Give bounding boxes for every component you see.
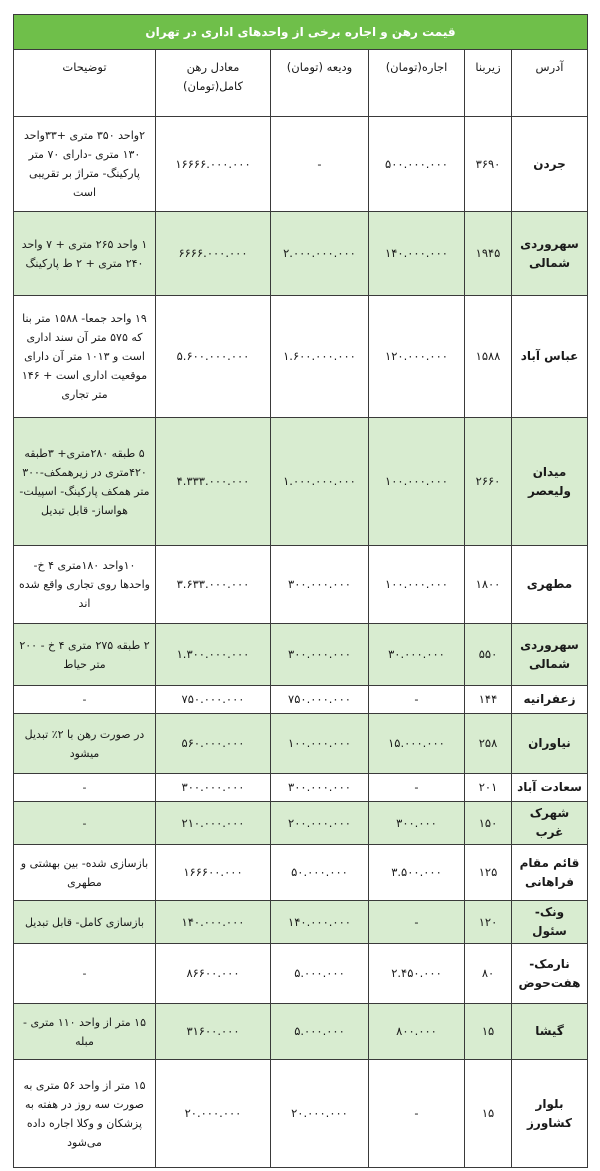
rent-cell: ۱۴۰.۰۰۰.۰۰۰: [369, 212, 465, 296]
area-cell: ۱۵: [465, 1060, 512, 1168]
header-address: آدرس: [512, 50, 588, 117]
table-row: [14, 1004, 588, 1060]
address-cell: سهروردی شمالی: [512, 212, 588, 296]
header-equivalent: معادل رهن کامل(تومان): [156, 50, 271, 117]
notes-cell: ۲ طبقه ۲۷۵ متری ۴ خ - ۲۰۰ متر حیاط: [14, 624, 156, 686]
address-cell: سعادت آباد: [512, 774, 588, 802]
table-row: [14, 1060, 588, 1168]
area-cell: ۲۵۸: [465, 714, 512, 774]
notes-cell: ۱۹ واحد جمعا- ۱۵۸۸ متر بنا که ۵۷۵ متر آن سند اداری است و ۱۰۱۳ متر آن دارای موقعیت اداری است + ۱۴۶ متر تجاری: [14, 296, 156, 418]
header-rent: اجاره(تومان): [369, 50, 465, 117]
equivalent-cell: ۳۱۶۰۰.۰۰۰: [156, 1004, 271, 1060]
address-cell: بلوار کشاورز: [512, 1060, 588, 1168]
header-row: [14, 50, 588, 117]
area-cell: ۱۲۵: [465, 845, 512, 901]
deposit-cell: -: [271, 117, 369, 212]
table-row: [14, 418, 588, 546]
rent-cell: -: [369, 1060, 465, 1168]
equivalent-cell: ۵۶۰.۰۰۰.۰۰۰: [156, 714, 271, 774]
rent-cell: ۵۰۰.۰۰۰.۰۰۰: [369, 117, 465, 212]
address-cell: شهرک غرب: [512, 802, 588, 845]
table-row: [14, 714, 588, 774]
notes-cell: در صورت رهن با ۲٪ تبدیل میشود: [14, 714, 156, 774]
header-area: زیربنا: [465, 50, 512, 117]
rent-cell: ۲.۴۵۰.۰۰۰: [369, 944, 465, 1004]
area-cell: ۱۵۸۸: [465, 296, 512, 418]
equivalent-cell: ۸۶۶۰۰.۰۰۰: [156, 944, 271, 1004]
area-cell: ۲۰۱: [465, 774, 512, 802]
deposit-cell: ۲.۰۰۰.۰۰۰.۰۰۰: [271, 212, 369, 296]
deposit-cell: ۵.۰۰۰.۰۰۰: [271, 1004, 369, 1060]
notes-cell: ۲واحد ۳۵۰ متری +۳۳واحد ۱۳۰ متری -دارای ۷۰ متر پارکینگ- متراژ بر تقریبی است: [14, 117, 156, 212]
table-row: [14, 624, 588, 686]
deposit-cell: ۲۰.۰۰۰.۰۰۰: [271, 1060, 369, 1168]
table-row: [14, 686, 588, 714]
equivalent-cell: ۳۰۰.۰۰۰.۰۰۰: [156, 774, 271, 802]
area-cell: ۵۵۰: [465, 624, 512, 686]
address-cell: عباس آباد: [512, 296, 588, 418]
header-notes: توضیحات: [14, 50, 156, 117]
equivalent-cell: ۲۰.۰۰۰.۰۰۰: [156, 1060, 271, 1168]
price-table-container: [13, 14, 587, 1168]
rent-cell: ۱۰۰.۰۰۰.۰۰۰: [369, 418, 465, 546]
rent-cell: ۱۵.۰۰۰.۰۰۰: [369, 714, 465, 774]
rent-cell: -: [369, 901, 465, 944]
rent-cell: ۳۰.۰۰۰.۰۰۰: [369, 624, 465, 686]
notes-cell: بازسازی کامل- قابل تبدیل: [14, 901, 156, 944]
address-cell: قائم مقام فراهانی: [512, 845, 588, 901]
equivalent-cell: ۲۱۰.۰۰۰.۰۰۰: [156, 802, 271, 845]
rent-cell: ۳۰۰.۰۰۰: [369, 802, 465, 845]
table-row: [14, 901, 588, 944]
area-cell: ۱۵: [465, 1004, 512, 1060]
deposit-cell: ۱۰۰.۰۰۰.۰۰۰: [271, 714, 369, 774]
address-cell: جردن: [512, 117, 588, 212]
address-cell: سهروردی شمالی: [512, 624, 588, 686]
address-cell: گیشا: [512, 1004, 588, 1060]
address-cell: ونک- سئول: [512, 901, 588, 944]
rent-cell: -: [369, 686, 465, 714]
deposit-cell: ۳۰۰.۰۰۰.۰۰۰: [271, 624, 369, 686]
equivalent-cell: ۱۴۰.۰۰۰.۰۰۰: [156, 901, 271, 944]
rent-cell: ۱۲۰.۰۰۰.۰۰۰: [369, 296, 465, 418]
notes-cell: ۱ واحد ۲۶۵ متری + ۷ واحد ۲۴۰ متری + ۲ ط پارکینگ: [14, 212, 156, 296]
address-cell: میدان ولیعصر: [512, 418, 588, 546]
address-cell: نارمک- هفت‌حوض: [512, 944, 588, 1004]
deposit-cell: ۳۰۰.۰۰۰.۰۰۰: [271, 546, 369, 624]
rent-cell: ۱۰۰.۰۰۰.۰۰۰: [369, 546, 465, 624]
table-row: [14, 944, 588, 1004]
deposit-cell: ۵.۰۰۰.۰۰۰: [271, 944, 369, 1004]
table-row: [14, 774, 588, 802]
deposit-cell: ۳۰۰.۰۰۰.۰۰۰: [271, 774, 369, 802]
deposit-cell: ۲۰۰.۰۰۰.۰۰۰: [271, 802, 369, 845]
equivalent-cell: ۷۵۰.۰۰۰.۰۰۰: [156, 686, 271, 714]
notes-cell: -: [14, 802, 156, 845]
notes-cell: ۱۵ متر از واحد ۱۱۰ متری - مبله: [14, 1004, 156, 1060]
notes-cell: ۱۵ متر از واحد ۵۶ متری به صورت سه روز در هفته به پزشکان و وکلا اجاره داده می‌شود: [14, 1060, 156, 1168]
area-cell: ۱۹۴۵: [465, 212, 512, 296]
equivalent-cell: ۶۶۶۶.۰۰۰.۰۰۰: [156, 212, 271, 296]
address-cell: نیاوران: [512, 714, 588, 774]
deposit-cell: ۷۵۰.۰۰۰.۰۰۰: [271, 686, 369, 714]
table-row: [14, 802, 588, 845]
table-row: [14, 845, 588, 901]
notes-cell: بازسازی شده- بین بهشتی و مطهری: [14, 845, 156, 901]
equivalent-cell: ۴.۳۳۳.۰۰۰.۰۰۰: [156, 418, 271, 546]
notes-cell: -: [14, 774, 156, 802]
equivalent-cell: ۱.۳۰۰.۰۰۰.۰۰۰: [156, 624, 271, 686]
area-cell: ۱۵۰: [465, 802, 512, 845]
notes-cell: -: [14, 944, 156, 1004]
deposit-cell: ۵۰.۰۰۰.۰۰۰: [271, 845, 369, 901]
equivalent-cell: ۳.۶۳۳.۰۰۰.۰۰۰: [156, 546, 271, 624]
rent-cell: -: [369, 774, 465, 802]
deposit-cell: ۱.۶۰۰.۰۰۰.۰۰۰: [271, 296, 369, 418]
area-cell: ۲۶۶۰: [465, 418, 512, 546]
table-title: قیمت رهن و اجاره برخی از واحدهای اداری در تهران: [14, 15, 588, 50]
notes-cell: -: [14, 686, 156, 714]
table-row: [14, 117, 588, 212]
address-cell: زعفرانیه: [512, 686, 588, 714]
notes-cell: ۵ طبقه ۲۸۰متری+ ۳طبقه ۴۲۰متری در زیرهمکف-۳۰۰ متر همکف پارکینگ- اسپیلت- هواساز- قابل تبدیل: [14, 418, 156, 546]
area-cell: ۱۴۴: [465, 686, 512, 714]
office-price-table: [13, 14, 588, 1168]
address-cell: مطهری: [512, 546, 588, 624]
table-row: [14, 296, 588, 418]
area-cell: ۱۲۰: [465, 901, 512, 944]
area-cell: ۱۸۰۰: [465, 546, 512, 624]
table-row: [14, 546, 588, 624]
deposit-cell: ۱.۰۰۰.۰۰۰.۰۰۰: [271, 418, 369, 546]
equivalent-cell: ۱۶۶۶۰۰.۰۰۰: [156, 845, 271, 901]
area-cell: ۸۰: [465, 944, 512, 1004]
rent-cell: ۳.۵۰۰.۰۰۰: [369, 845, 465, 901]
notes-cell: ۱۰واحد ۱۸۰متری ۴ خ- واحدها روی تجاری واقع شده اند: [14, 546, 156, 624]
equivalent-cell: ۱۶۶۶۶.۰۰۰.۰۰۰: [156, 117, 271, 212]
deposit-cell: ۱۴۰.۰۰۰.۰۰۰: [271, 901, 369, 944]
table-row: [14, 212, 588, 296]
header-deposit: ودیعه (تومان): [271, 50, 369, 117]
area-cell: ۳۶۹۰: [465, 117, 512, 212]
equivalent-cell: ۵.۶۰۰.۰۰۰.۰۰۰: [156, 296, 271, 418]
rent-cell: ۸۰۰.۰۰۰: [369, 1004, 465, 1060]
